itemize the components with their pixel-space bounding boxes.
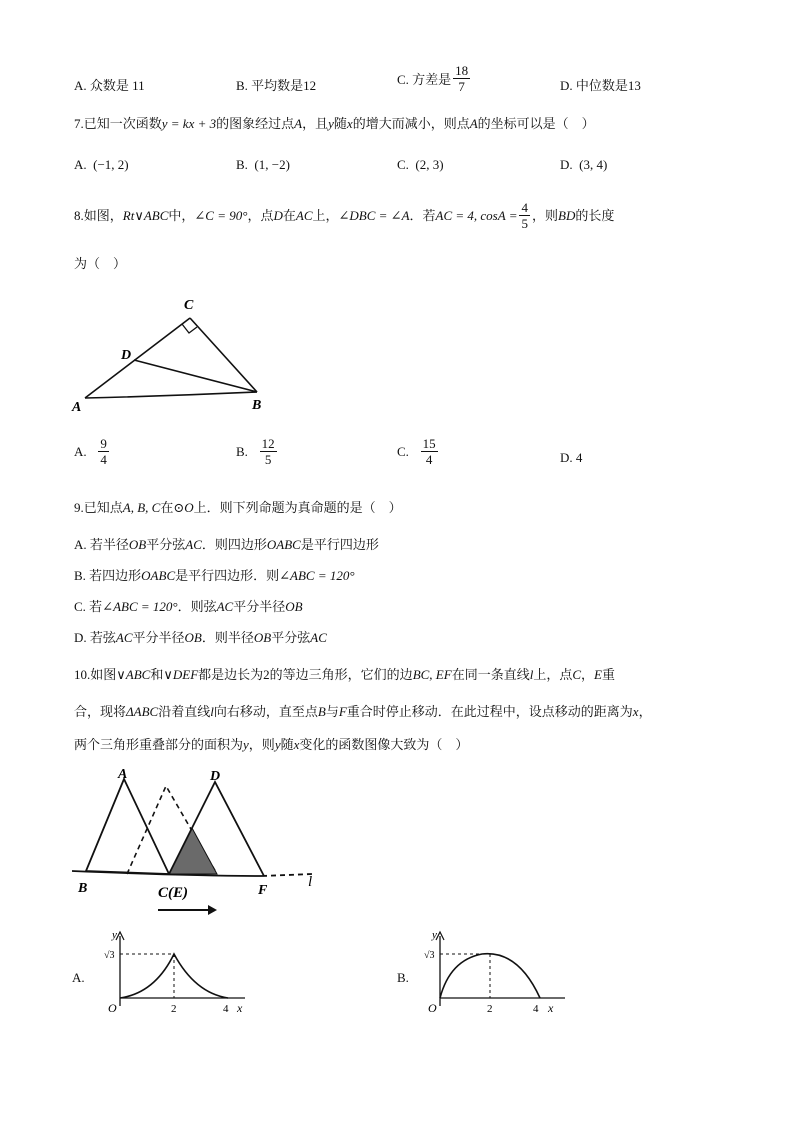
q10-text: 重合时停止移动．在此过程中，设点移动的距离为	[346, 704, 633, 719]
option-text: B. 若四边形	[74, 568, 142, 583]
option-text: 平分半径	[233, 599, 286, 614]
q10-math: F	[338, 704, 347, 719]
q10-text: 和	[150, 667, 164, 682]
q9-stem	[74, 499, 402, 517]
fraction-numerator: 4	[521, 200, 528, 215]
q7-stem-text: 随	[333, 116, 347, 131]
option-math: OB	[184, 630, 202, 645]
q7-stem-text: ，且	[302, 116, 329, 131]
q8-stem-text: 的长度	[575, 207, 615, 223]
label-a: A	[72, 400, 82, 415]
label-b: B	[252, 398, 262, 413]
q7-option-a	[74, 157, 129, 173]
label-sqrt3: √3	[104, 950, 115, 961]
label-2: 2	[487, 1003, 493, 1015]
option-text: ．则四边形	[201, 537, 267, 552]
q10-stem-line2	[74, 703, 652, 721]
q7-option-d	[560, 157, 607, 173]
label-l: l	[308, 874, 313, 890]
line-l-dashed	[262, 874, 312, 876]
q8-stem-text: 上，	[312, 207, 339, 223]
option-math: ∠ABC = 120°	[279, 568, 355, 583]
option-fraction	[421, 436, 438, 467]
q8-option-c	[397, 436, 440, 467]
fraction-denominator: 7	[458, 79, 465, 94]
q10-text: 10.如图	[74, 667, 117, 682]
q10-math: ∨DEF	[163, 667, 199, 682]
q7-var: y	[328, 116, 334, 131]
q10-text: ，则	[248, 737, 275, 752]
option-fraction	[260, 436, 277, 467]
option-label: A.	[74, 443, 87, 459]
fraction-numerator: 15	[422, 436, 436, 451]
option-math: OB	[285, 599, 303, 614]
q10-text: 变化的函数图像大致为（ ）	[299, 737, 469, 752]
q7-stem-text: 的图象经过点	[216, 116, 295, 131]
label-y: y	[112, 929, 117, 941]
option-value: (2, 3)	[415, 157, 444, 172]
q7-point: A	[469, 116, 478, 131]
option-label: A.	[74, 157, 87, 172]
q10-text: 的等边三角形，它们的边	[269, 667, 413, 682]
label-4: 4	[223, 1003, 229, 1015]
label-b: B	[78, 881, 88, 896]
label-d: D	[121, 348, 132, 363]
right-angle-marker	[182, 324, 197, 333]
label-x: x	[548, 1001, 554, 1015]
q10-graph-b	[420, 928, 570, 1020]
q10-math: l	[210, 704, 214, 719]
triangle-abc	[86, 779, 169, 874]
q10-text: 上，点	[533, 667, 573, 682]
q8-option-a	[74, 436, 111, 467]
q10-math: y	[243, 737, 249, 752]
q7-stem-text: 的增大而减小，则点	[352, 116, 470, 131]
option-text: 平分弦	[271, 630, 311, 645]
q9-option-d	[74, 629, 327, 647]
label-c: C	[184, 298, 194, 313]
q6-option-c-fraction	[453, 63, 470, 94]
fraction-denominator: 5	[264, 452, 272, 467]
label-2: 2	[171, 1003, 177, 1015]
q7-option-b	[236, 157, 290, 173]
arrow-right-icon	[208, 905, 217, 915]
q8-stem-text: ，点	[247, 207, 274, 223]
q10-math: y	[274, 737, 281, 752]
q10-math: ΔABC	[126, 704, 159, 719]
q10-text: 都是边长为	[198, 667, 264, 682]
q9-option-a	[74, 536, 379, 554]
overlap-region	[169, 828, 217, 874]
q7-stem-text: 的坐标可以是（ ）	[477, 116, 595, 131]
q10-text: 两个三角形重叠部分的面积为	[74, 737, 244, 752]
option-text: ．则半径	[201, 630, 254, 645]
q10-text: 与	[325, 704, 339, 719]
fraction-numerator: 9	[100, 436, 107, 451]
option-math: AC	[185, 537, 202, 552]
option-math: AC	[115, 630, 133, 645]
label-y: y	[432, 929, 437, 941]
q10-math: B	[317, 704, 326, 719]
q10-math: C	[572, 667, 582, 682]
segment-ab	[85, 392, 257, 398]
option-text: C. 若	[74, 599, 103, 614]
q10-math: BC, EF	[412, 667, 452, 682]
q8-triangle-figure	[70, 290, 270, 415]
option-math: OABC	[141, 568, 176, 583]
q7-stem	[74, 115, 595, 133]
q8-stem-line2: 为（ ）	[74, 256, 127, 271]
q8-stem	[74, 200, 614, 231]
option-text: 是平行四边形．则	[175, 568, 280, 583]
option-text: 平分弦	[146, 537, 186, 552]
option-math: AC	[216, 599, 234, 614]
q8-angle: ∠DBC = ∠A	[338, 207, 410, 223]
q10-stem-line1	[74, 666, 615, 684]
q10-math: l	[529, 667, 534, 682]
option-math: AC	[310, 630, 327, 645]
q10-text: 向右移动，直至点	[213, 704, 318, 719]
q9-stem-text: 9.已知点	[74, 500, 123, 515]
q8-cos-fraction	[519, 200, 530, 231]
label-f: F	[258, 883, 268, 898]
fraction-numerator: 12	[261, 436, 275, 451]
q9-stem-text: 在	[160, 500, 174, 515]
q8-segment: AC	[295, 207, 313, 223]
q7-option-c	[397, 157, 444, 173]
q8-stem-text: ，则	[531, 207, 558, 223]
q7-function: y = kx + 3	[161, 116, 217, 131]
label-d: D	[210, 769, 221, 784]
q10-text: 重	[601, 667, 615, 682]
option-math: OB	[253, 630, 272, 645]
q7-stem-text: 7.已知一次函数	[74, 116, 162, 131]
label-origin: O	[108, 1001, 117, 1015]
q10-text: 沿着直线	[158, 704, 211, 719]
q10-text: ，	[581, 667, 595, 682]
option-value: (3, 4)	[579, 157, 608, 172]
q10-math: E	[594, 667, 602, 682]
q7-point: A	[294, 116, 303, 131]
label-a: A	[118, 767, 128, 782]
option-math: OB	[128, 537, 147, 552]
label-origin: O	[428, 1001, 437, 1015]
q10-graph-option-b-label: B.	[397, 970, 409, 985]
q8-stem-text: 在	[282, 207, 296, 223]
option-label: B.	[236, 443, 248, 459]
option-text: 平分半径	[132, 630, 185, 645]
option-value: (1, −2)	[254, 157, 290, 172]
q9-option-c	[74, 598, 303, 616]
label-x: x	[237, 1001, 243, 1015]
q6-option-a: A. 众数是 11	[74, 78, 145, 93]
q8-stem-text: 中，	[168, 207, 195, 223]
q10-triangles-figure	[72, 766, 332, 918]
q9-circle: ⊙O	[173, 500, 194, 515]
q10-text: 在同一条直线	[451, 667, 530, 682]
q10-graph-a	[100, 928, 250, 1020]
option-math: OABC	[266, 537, 301, 552]
q8-segment: BD	[558, 207, 576, 223]
option-value: (−1, 2)	[93, 157, 129, 172]
q9-option-b	[74, 567, 355, 585]
q6-option-b: B. 平均数是12	[236, 78, 317, 93]
fraction-denominator: 5	[521, 216, 528, 231]
option-label: C.	[397, 157, 409, 172]
option-fraction	[98, 436, 109, 467]
option-text: ．则弦	[177, 599, 217, 614]
label-sqrt3: √3	[424, 950, 435, 961]
q8-option-b	[236, 436, 279, 467]
option-text: 是平行四边形	[300, 537, 379, 552]
option-label: C.	[397, 443, 409, 459]
q10-stem-line3	[74, 736, 468, 754]
q6-option-c	[397, 63, 472, 94]
fraction-denominator: 4	[425, 452, 433, 467]
q8-angle: ∠C = 90°	[194, 207, 248, 223]
q10-math: x	[293, 737, 300, 752]
q10-math: 2	[263, 667, 270, 682]
option-label: B.	[236, 157, 248, 172]
q10-text: 合，现将	[74, 704, 127, 719]
segment-ac	[85, 318, 190, 398]
q10-text: 随	[280, 737, 294, 752]
option-text: A. 若半径	[74, 537, 129, 552]
q9-points: A, B, C	[122, 500, 161, 515]
q8-point: D	[273, 207, 283, 223]
q6-option-d: D. 中位数是13	[560, 78, 641, 93]
q8-condition: AC = 4, cosA =	[435, 207, 518, 223]
q9-stem-text: 上．则下列命题为真命题的是（ ）	[193, 500, 402, 515]
q10-math: ∨ABC	[116, 667, 151, 682]
q10-graph-option-a-label: A.	[72, 970, 85, 985]
q8-option-d: D. 4	[560, 450, 583, 465]
q10-math: x	[632, 704, 639, 719]
fraction-denominator: 4	[100, 452, 107, 467]
q8-stem-text: ．若	[409, 207, 436, 223]
option-label: D.	[560, 157, 573, 172]
segment-db	[134, 360, 257, 392]
label-ce: C(E)	[158, 885, 188, 901]
q10-text: ，	[638, 704, 652, 719]
option-math: ∠ABC = 120°	[102, 599, 178, 614]
q6-option-c-label: C. 方差是	[397, 72, 452, 87]
q8-stem-text: 8.如图，	[74, 207, 123, 223]
label-4: 4	[533, 1003, 539, 1015]
q8-triangle: Rt∨ABC	[122, 207, 169, 223]
fraction-numerator: 18	[455, 63, 469, 78]
q7-var: x	[346, 116, 353, 131]
option-text: D. 若弦	[74, 630, 116, 645]
segment-cb	[190, 318, 257, 392]
